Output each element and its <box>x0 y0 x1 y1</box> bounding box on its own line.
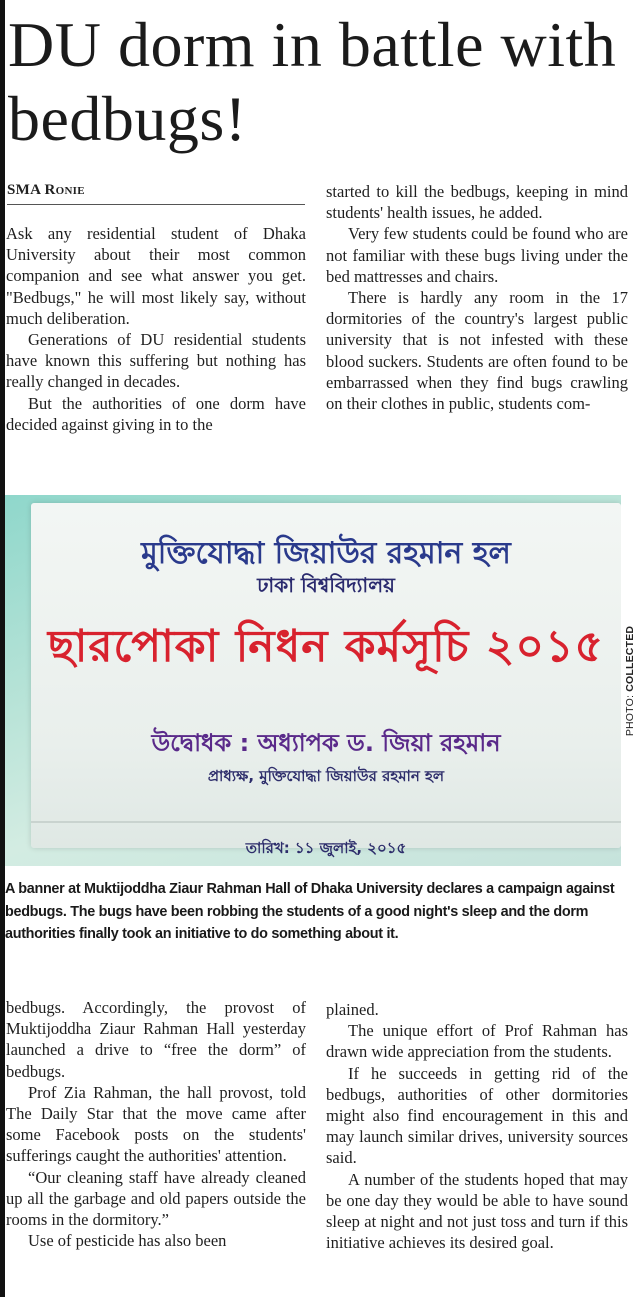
paragraph: There is hardly any room in the 17 dormitories of the country's largest public university that is not infested with these blood suckers. Students are often found to be embarrassed when they find bugs crawling on their clothes in public, students com- <box>326 288 628 414</box>
banner-provost-title: প্রাধ্যক্ষ, মুক্তিযোদ্ধা জিয়াউর রহমান হল <box>207 767 445 785</box>
banner-campaign-title: ছারপোকা নিধন কর্মসূচি ২০১৫ <box>47 621 605 672</box>
paragraph: Prof Zia Rahman, the hall provost, told The Daily Star that the move came after some Facebook posts on the students' sufferings caught the authorities' attention. <box>6 1082 306 1166</box>
paragraph: But the authorities of one dorm have decided against giving in to the <box>6 393 306 434</box>
paragraph: Very few students could be found who are not familiar with these bugs living under the bed mattresses and chairs. <box>326 224 628 286</box>
paragraph: bedbugs. Accordingly, the provost of Muktijoddha Ziaur Rahman Hall yesterday launched a drive to “free the dorm” of bedbugs. <box>6 998 306 1081</box>
banner-photo <box>5 495 621 866</box>
banner-date: তারিখ: ১১ জুলাই, ২০১৫ <box>245 839 407 857</box>
campaign-banner <box>31 503 621 848</box>
paragraph: The unique effort of Prof Rahman has drawn wide appreciation from the students. <box>326 1021 628 1062</box>
paragraph: If he succeeds in getting rid of the bedbugs, authorities of other dormitories might also find encouragement in this and may launch similar drives, university sources said. <box>326 1063 628 1168</box>
banner-inaugurator: উদ্বোধক : অধ্যাপক ড. জিয়া রহমান <box>151 729 501 757</box>
photo-credit-source: COLLECTED <box>624 625 636 692</box>
article-column-3 <box>6 997 306 1251</box>
byline-divider <box>7 204 305 205</box>
paragraph: Ask any residential student of Dhaka University about their most common companion and see what answer you get. "Bedbugs," he will most likely say, without much deliberation. <box>6 224 306 328</box>
paragraph: A number of the students hoped that may be one day they would be able to have sound sleep at night and not just toss and turn if this initiative achieves its desired goal. <box>326 1169 628 1253</box>
byline: SMA Ronie <box>7 182 85 198</box>
banner-stripe <box>31 821 621 823</box>
paragraph: Use of pesticide has also been <box>28 1231 227 1251</box>
photo-caption: A banner at Muktijoddha Ziaur Rahman Hall of Dhaka University declares a campaign against bedbugs. The bugs have been robbing the students of a good night's sleep and the dorm authorities finally took an initiative to do something about it. <box>5 881 615 942</box>
banner-university-name: ঢাকা বিশ্ববিদ্যালয় <box>257 573 395 597</box>
headline: DU dorm in battle with bedbugs! <box>8 9 617 154</box>
article-column-2 <box>326 181 628 414</box>
article-column-4 <box>326 999 628 1253</box>
photo-credit <box>619 495 641 866</box>
paragraph: “Our cleaning staff have already cleaned up all the garbage and old papers outside the rooms in the dormitory.” <box>6 1167 306 1230</box>
banner-hall-name: মুক্তিযোদ্ধা জিয়াউর রহমান হল <box>141 536 511 571</box>
article-column-1 <box>6 223 306 435</box>
paragraph: plained. <box>326 1000 379 1019</box>
photo-credit-prefix: PHOTO: <box>624 691 636 736</box>
paragraph: started to kill the bedbugs, keeping in mind students' health issues, he added. <box>326 182 628 223</box>
paragraph: Generations of DU residential students have known this suffering but nothing has really changed in decades. <box>6 330 306 392</box>
